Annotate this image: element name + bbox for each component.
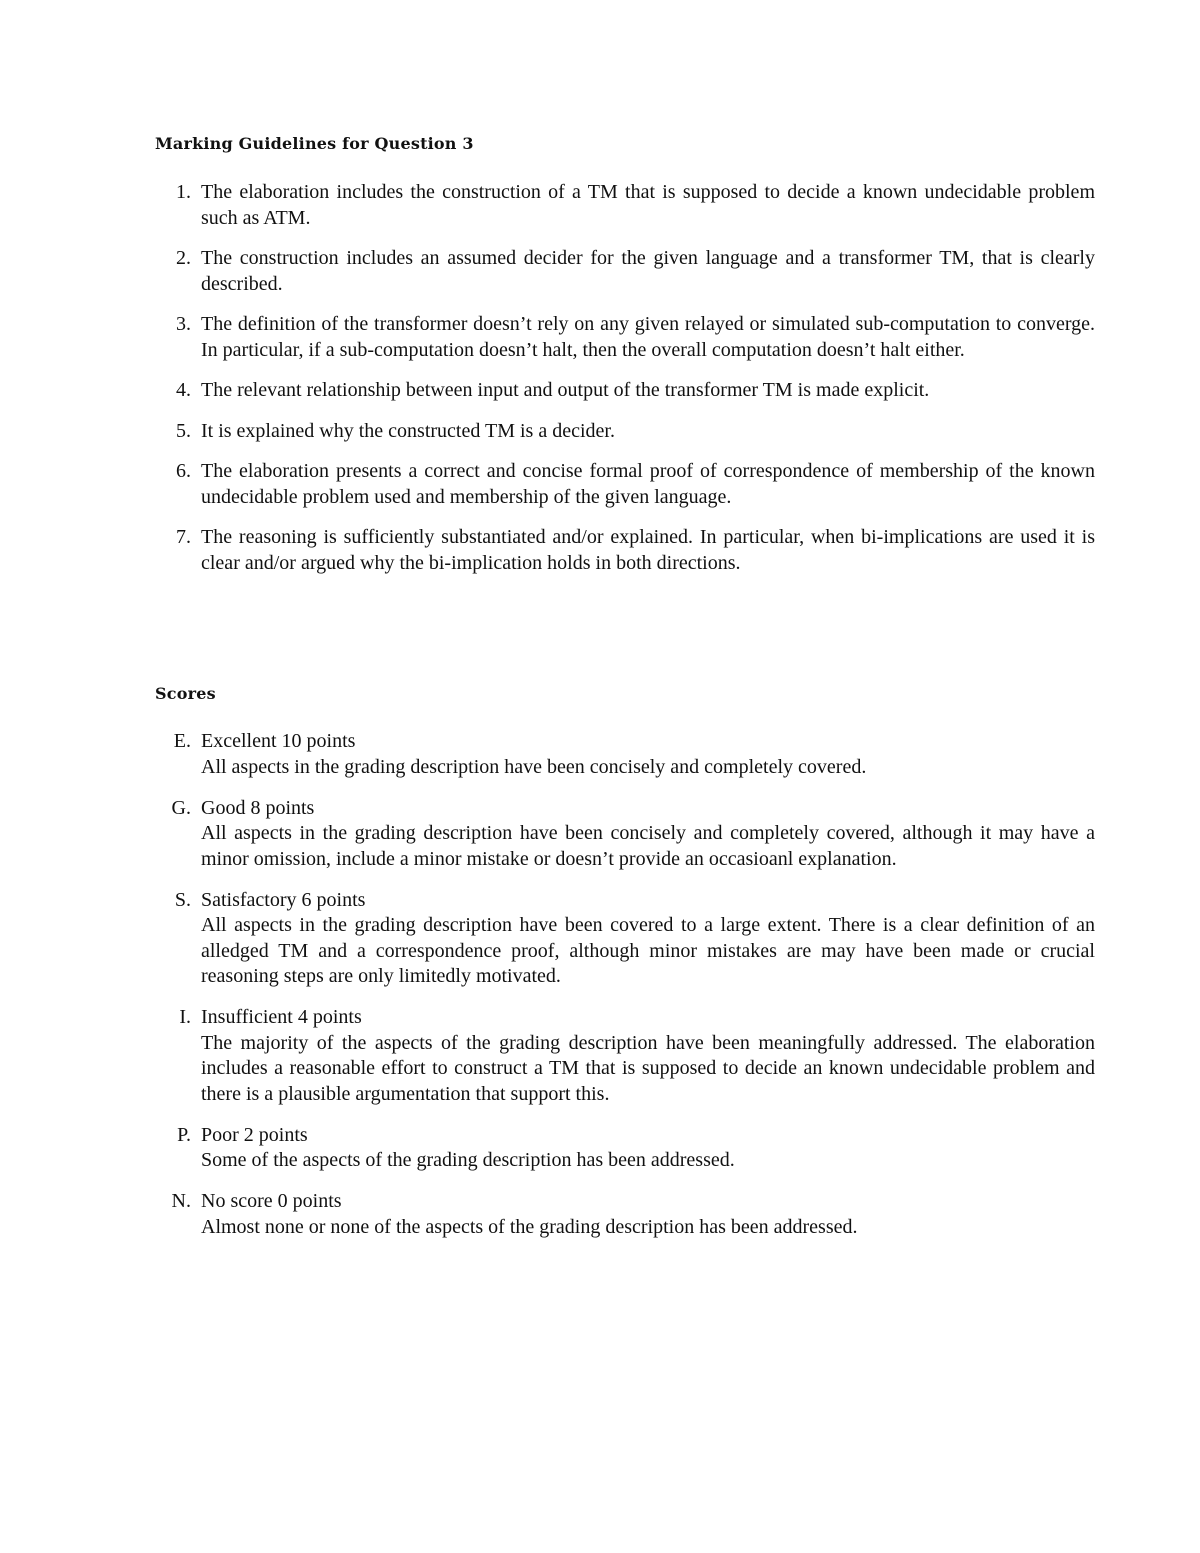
guideline-item bbox=[155, 525, 1095, 576]
guidelines-heading: Marking Guidelines for Question 3 bbox=[155, 134, 474, 153]
score-item bbox=[155, 729, 1095, 780]
item-text: The elaboration presents a correct and concise formal proof of correspondence of membership of the known undecidable problem used and membership of the given language. bbox=[201, 460, 1095, 508]
score-title: Excellent 10 points bbox=[201, 730, 356, 752]
guideline-item bbox=[155, 180, 1095, 231]
score-description: Some of the aspects of the grading description has been addressed. bbox=[201, 1149, 735, 1171]
score-title: Poor 2 points bbox=[201, 1123, 308, 1146]
score-description: All aspects in the grading description have been concisely and completely covered, although it may have a minor omission, include a minor mistake or doesn’t provide an occasioanl explanation. bbox=[201, 822, 1095, 870]
item-text: It is explained why the constructed TM is a decider. bbox=[201, 419, 615, 442]
score-item bbox=[155, 1005, 1095, 1107]
item-text: The reasoning is sufficiently substantiated and/or explained. In particular, when bi-implications are used it is clear and/or argued why the bi-implication holds in both directions. bbox=[201, 526, 1095, 574]
item-number: 2. bbox=[176, 247, 191, 269]
guideline-item bbox=[155, 419, 1095, 445]
score-title: No score 0 points bbox=[201, 1190, 342, 1212]
guidelines-list bbox=[155, 180, 1095, 591]
guideline-item bbox=[155, 312, 1095, 363]
score-description: All aspects in the grading description have been concisely and completely covered. bbox=[201, 755, 867, 778]
score-description: Almost none or none of the aspects of the grading description has been addressed. bbox=[201, 1215, 858, 1238]
score-item bbox=[155, 796, 1095, 873]
score-item bbox=[155, 1123, 1095, 1174]
item-number: 3. bbox=[176, 313, 191, 335]
item-text: The definition of the transformer doesn’t rely on any given relayed or simulated sub-computation to converge. In particular, if a sub-computation doesn’t halt, then the overall computation doesn’t halt either. bbox=[201, 313, 1095, 361]
score-letter: P. bbox=[177, 1123, 191, 1146]
score-description: All aspects in the grading description have been covered to a large extent. There is a clear definition of an alledged TM and a correspondence proof, although minor mistakes are may have been made or crucial reasoning steps are only limitedly motivated. bbox=[201, 914, 1095, 987]
score-item bbox=[155, 888, 1095, 990]
score-title: Good 8 points bbox=[201, 796, 315, 819]
item-number: 4. bbox=[176, 379, 191, 401]
score-title: Satisfactory 6 points bbox=[201, 888, 366, 911]
item-number: 6. bbox=[176, 460, 191, 482]
item-text: The elaboration includes the construction of a TM that is supposed to decide a known undecidable problem such as ATM. bbox=[201, 181, 1095, 229]
item-number: 1. bbox=[176, 181, 191, 203]
guideline-item bbox=[155, 459, 1095, 510]
score-letter: I. bbox=[179, 1006, 191, 1028]
scores-list bbox=[155, 729, 1095, 1256]
scores-heading: Scores bbox=[155, 684, 216, 703]
score-letter: E. bbox=[173, 730, 191, 752]
item-number: 7. bbox=[176, 526, 191, 548]
score-title: Insufficient 4 points bbox=[201, 1006, 362, 1028]
guideline-item bbox=[155, 378, 1095, 404]
score-letter: S. bbox=[174, 888, 191, 911]
score-description: The majority of the aspects of the grading description have been meaningfully addressed. The elaboration includes a reasonable effort to construct a TM that is supposed to decide an known undecidable problem and there is a plausible argumentation that support this. bbox=[201, 1031, 1095, 1105]
item-text: The relevant relationship between input and output of the transformer TM is made explicit. bbox=[201, 379, 930, 401]
guideline-item bbox=[155, 246, 1095, 297]
score-item bbox=[155, 1189, 1095, 1240]
item-text: The construction includes an assumed decider for the given language and a transformer TM, that is clearly described. bbox=[201, 247, 1095, 295]
item-number: 5. bbox=[176, 419, 191, 442]
score-letter: G. bbox=[171, 796, 191, 819]
score-letter: N. bbox=[171, 1190, 191, 1212]
